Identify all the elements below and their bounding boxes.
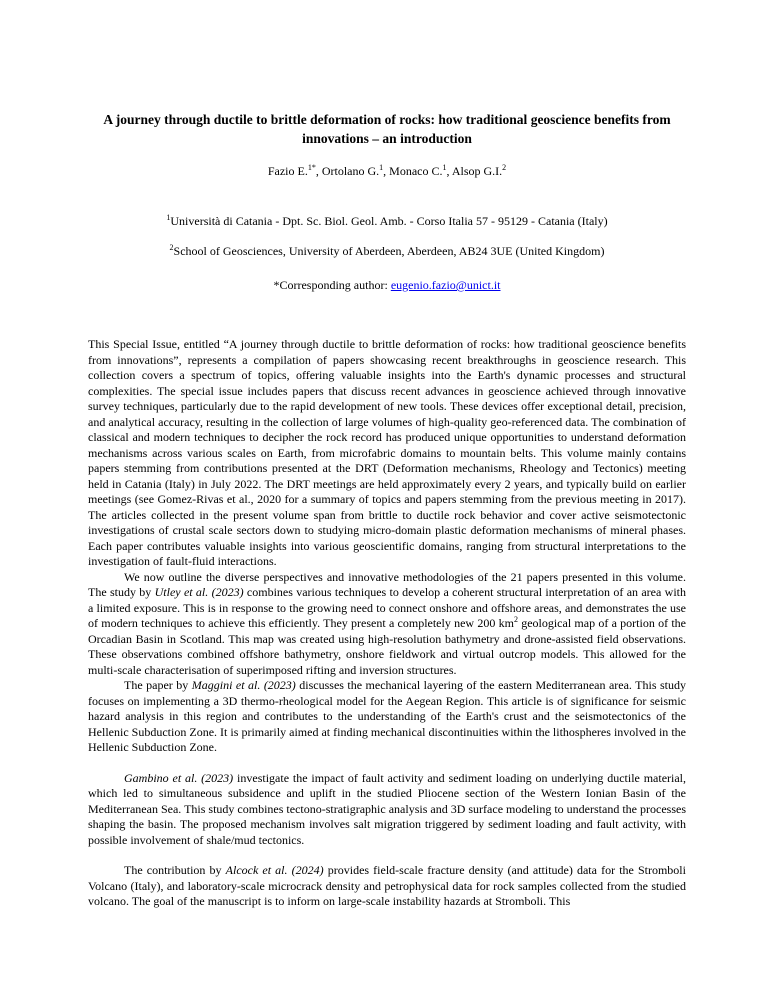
affiliation-1 [88, 213, 686, 229]
paragraph-1 [88, 337, 686, 570]
text-run: 1 [166, 213, 171, 222]
text-run: Utley et al. (2023) [154, 585, 244, 599]
text-run: geological map of a portion of the Orcadian Basin in Scotland. This map was created using high-resolution bathymetry and drone-assisted field observations. These observations combined offshore bathymetry, onshore fieldwork and virtual outcrop models. This allowed for the multi-scale characterisation of superimposed rifting and inversion structures. [88, 616, 686, 677]
text-run: provides field-scale fracture density (and attitude) data for the Stromboli Volcano (Italy), and laboratory-scale microcrack density and petrophysical data for rock samples collected from the studied volcano. The goal of the manuscript is to inform on large-scale instability hazards at Stromboli. This [88, 863, 686, 908]
text-run: Gambino et al. (2023) [124, 770, 234, 785]
text-run: investigate the impact of fault activity and sediment loading on underlying ductile material, which led to simultaneous subsidence and uplift in the studied Pliocene section of the Western Ionian Basin of the Mediterranean Sea. This study combines tectono-stratigraphic analysis and 3D surface modeling to understand the processes shaping the basin. The proposed mechanism involves salt migration triggered by sediment loading and fault activity, with possible involvement of shale/mud tectonics. [88, 770, 687, 847]
text-run: 1* [307, 163, 316, 172]
affiliation-2 [88, 243, 686, 259]
text-run: combines various techniques to develop a coherent structural interpretation of an area with a limited exposure. This is in response to the growing need to connect onshore and offshore areas, and demonstrates the use of modern techniques to achieve this efficiently. They present a completely new 200 km [88, 585, 686, 630]
paper-title: A journey through ductile to brittle deformation of rocks: how traditional geoscience benefits from innovations – an introduction [103, 112, 671, 146]
text-run: We now outline the diverse perspectives and innovative methodologies of the 21 papers presented in this volume. The study by [88, 569, 686, 599]
corresponding-email-link[interactable]: eugenio.fazio@unict.it [390, 278, 501, 292]
body-text [88, 337, 686, 910]
text-run: Alcock et al. (2024) [225, 863, 324, 877]
paragraph-3 [88, 678, 686, 756]
text-run: 1 [442, 163, 447, 172]
text-run: , Monaco C. [383, 164, 443, 178]
text-run: 1 [379, 163, 384, 172]
text-run: Maggini et al. (2023) [191, 678, 296, 692]
text-run: *Corresponding author: [273, 278, 391, 292]
text-run: 2 [169, 243, 174, 252]
text-run: The contribution by [124, 863, 226, 877]
text-run: 2 [513, 615, 518, 624]
text-run: , Ortolano G. [315, 164, 380, 178]
text-run: , Alsop G.I. [446, 164, 503, 178]
corresponding-author-line [88, 277, 686, 293]
text-run: School of Geosciences, University of Aberdeen, Aberdeen, AB24 3UE (United Kingdom) [173, 244, 605, 258]
paragraph-2 [88, 570, 686, 679]
text-run: Università di Catania - Dpt. Sc. Biol. Geol. Amb. - Corso Italia 57 - 95129 - Catania (Italy) [170, 214, 608, 228]
text-run: This Special Issue, entitled “A journey through ductile to brittle deformation of rocks: how traditional geoscience benefits from innovations”, represents a compilation of papers showcasing recent breakthroughs in geoscience research. This collection covers a spectrum of topics, offering valuable insights into the Earth's dynamic processes and structural complexities. The special issue includes papers that discuss recent advances in geoscience achieved through innovative survey techniques, particularly due to the rapid development of new tools. These devices offer exceptional detail, precision, and analytical accuracy, resulting in the collection of large volumes of high-quality geo-referenced data. The combination of classical and modern techniques to decipher the rock record has produced unique opportunities to understand deformation mechanisms across various scales on Earth, from microfabric domains to mountain belts. This volume mainly contains papers stemming from contributions presented at the DRT (Deformation mechanisms, Rheology and Tectonics) meeting held in Catania (Italy) in July 2022. The DRT meetings are held approximately every 2 years, and typically build on earlier meetings (see Gomez-Rivas et al., 2020 for a summary of topics and papers stemming from the previous meeting in 2017). The articles collected in the present volume span from brittle to ductile rock behavior and cover active seismotectonic investigations of crustal scale sectors down to studying micro-domain plastic deformation mechanisms of mineral phases. Each paper contributes valuable insights into various geoscientific domains, ranging from structural interpretations to the investigation of fault-fluid interactions. [88, 337, 686, 568]
text-run: 2 [502, 163, 507, 172]
text-run: The paper by [124, 678, 192, 692]
text-run: Fazio E. [267, 164, 308, 178]
paragraph-5 [88, 863, 686, 910]
paragraph-4 [88, 771, 686, 849]
authors-line [88, 163, 686, 179]
text-run: discusses the mechanical layering of the eastern Mediterranean area. This study focuses on implementing a 3D thermo-rheological model for the Aegean Region. This article is of significance for seismic hazard analysis in this region and contributes to the understanding of the Earth's crust and the seismotectonics of the Hellenic Subduction Zone. It is primarily aimed at finding mechanical discontinuities within the lithospheres involved in the Hellenic Subduction Zone. [88, 678, 686, 754]
